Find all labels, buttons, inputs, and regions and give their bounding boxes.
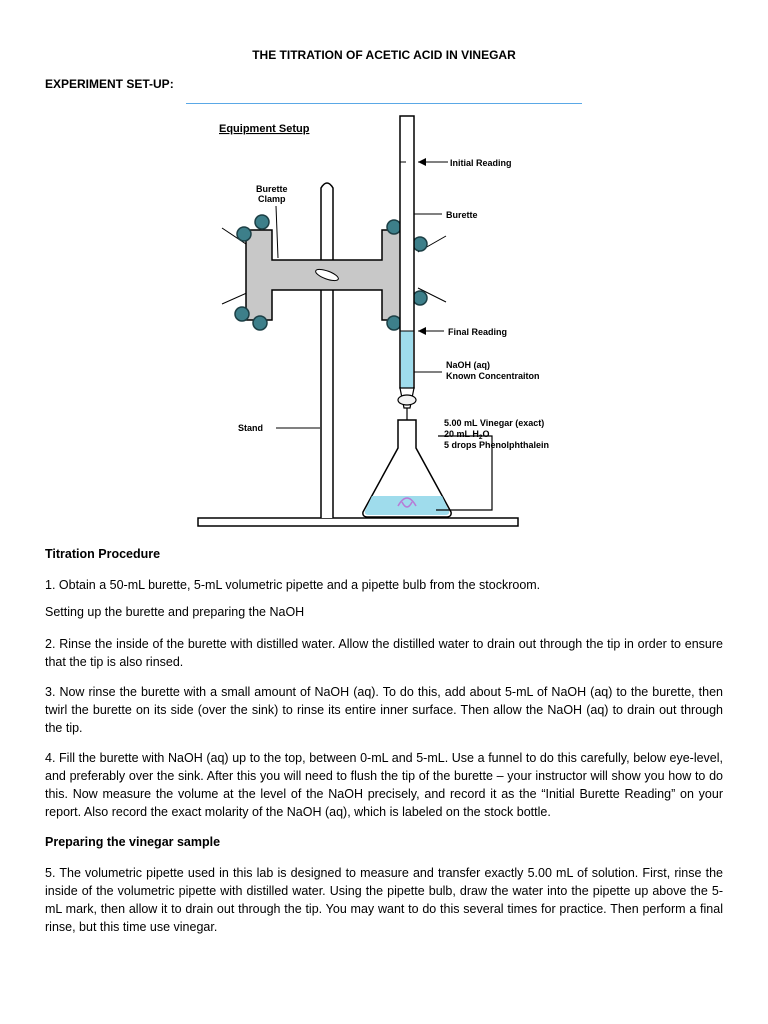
stopcock-icon	[398, 395, 416, 405]
stand-base	[198, 518, 518, 526]
arrow-left-icon	[418, 327, 426, 335]
step-4-text: 4. Fill the burette with NaOH (aq) up to the top, between 0-mL and 5-mL. Use a funnel to do this carefully, below eye-level, and preferably over the sink. After this you will need to flush the tip of the burette – your instructor will show you how to do this. Now measure the volume at the level of the NaOH precisely, and record it as the “Initial Burette Reading” on your report. Also record the exact molarity of the NaOH (aq), which is labeled on the stock bottle.	[45, 751, 723, 819]
label-burette-clamp-line2: Clamp	[258, 194, 286, 204]
step-2-text: 2. Rinse the inside of the burette with distilled water. Allow the distilled water to drain out through the tip in order to ensure that the tip is also rinsed.	[45, 637, 723, 669]
label-flask-line3: 5 drops Phenolphthalein	[444, 440, 550, 450]
pointer-burette-clamp	[276, 206, 278, 258]
clamp-knob-icon	[413, 291, 427, 305]
label-burette: Burette	[446, 210, 478, 220]
vinegar-sample-heading: Preparing the vinegar sample	[45, 835, 221, 849]
stand-rod	[321, 183, 333, 518]
label-flask-line1: 5.00 mL Vinegar (exact)	[444, 418, 545, 428]
document-title: THE TITRATION OF ACETIC ACID IN VINEGAR	[252, 48, 516, 62]
label-stand: Stand	[238, 423, 264, 433]
clamp-knob-icon	[255, 215, 269, 229]
clamp-knob-icon	[253, 316, 267, 330]
flask-solution	[365, 496, 449, 515]
naoh-solution	[401, 331, 413, 388]
clamp-knob-icon	[387, 220, 401, 234]
setup-heading: EXPERIMENT SET-UP:	[45, 77, 174, 91]
burette-setup-subheading: Setting up the burette and preparing the NaOH	[45, 605, 305, 619]
clamp-knob-icon	[413, 237, 427, 251]
step-5-text: 5. The volumetric pipette used in this lab is designed to measure and transfer exactly 5.00 mL of solution. First, rinse the inside of the volumetric pipette with distilled water. Using the pipette bulb, draw the water into the pipette up above the 5-mL mark, then allow it to drain out through the tip. You may want to do this several times for practice. Then perform a final rinse, but this time use vinegar.	[45, 866, 723, 934]
titration-procedure-heading: Titration Procedure	[45, 547, 161, 561]
label-final-reading: Final Reading	[448, 327, 508, 337]
arrow-left-icon	[418, 158, 426, 166]
label-naoh-line2: Known Concentraiton	[446, 371, 540, 381]
clamp-knob-icon	[235, 307, 249, 321]
step-3-text: 3. Now rinse the burette with a small amount of NaOH (aq). To do this, add about 5-mL of NaOH (aq) to the burette, then twirl the burette on its side (over the sink) to rinse its entire inner surface. Then allow the NaOH (aq) to drain out through the tip.	[45, 685, 723, 735]
clamp-knob-icon	[237, 227, 251, 241]
step-1-text: 1. Obtain a 50-mL burette, 5-mL volumetric pipette and a pipette bulb from the stockroom.	[45, 578, 541, 592]
label-initial-reading: Initial Reading	[450, 158, 512, 168]
label-naoh-line1: NaOH (aq)	[446, 360, 491, 370]
label-burette-clamp-line1: Burette	[256, 184, 288, 194]
figure-top-rule	[186, 103, 582, 104]
label-flask-line2: 20 mL $H_2O$	[444, 429, 490, 441]
clamp-knob-icon	[387, 316, 401, 330]
equipment-setup-figure	[186, 110, 582, 535]
figure-title: Equipment Setup	[219, 123, 310, 135]
